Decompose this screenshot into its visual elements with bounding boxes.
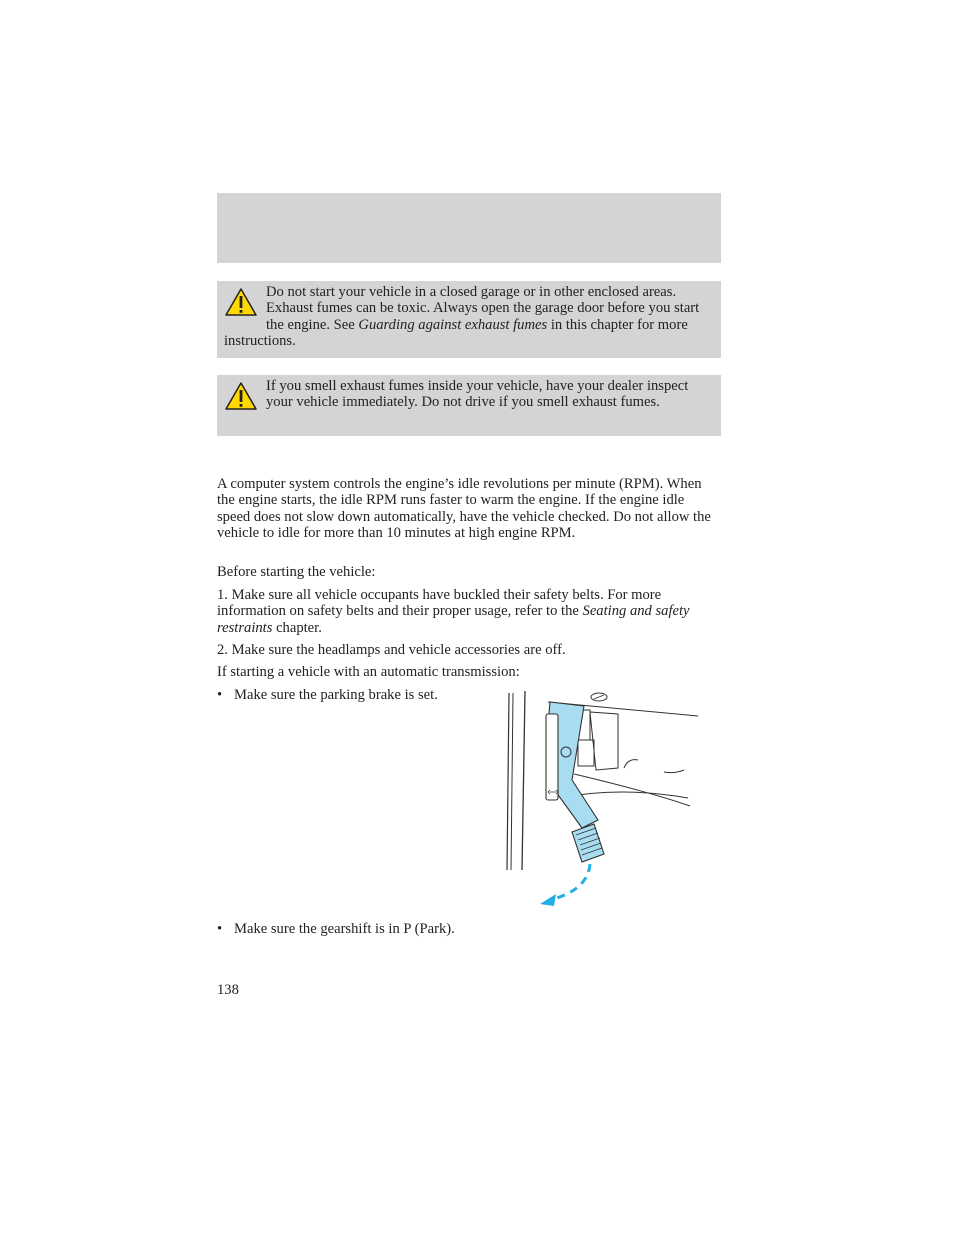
parking-brake-pedal-illustration: [500, 688, 710, 910]
bullet-text: Make sure the gearshift is in P (Park).: [234, 921, 455, 937]
idle-rpm-paragraph: A computer system controls the engine’s idle revolutions per minute (RPM). When the engine starts, the idle RPM runs faster to warm the engine. If the engine idle speed does not slow down automatically, have the vehicle checked. Do not allow the vehicle to idle for more than 10 minutes at high engine RPM.: [217, 476, 711, 542]
bullet-text: Make sure the parking brake is set.: [234, 687, 438, 703]
warning-box-exhaust: [217, 375, 721, 436]
warning-text: Do not start your vehicle in a closed garage or in other enclosed areas. Exhaust fumes can be toxic. Always open the garage door before you start the engine. See: [266, 284, 700, 333]
automatic-transmission-heading: If starting a vehicle with an automatic transmission:: [217, 664, 520, 680]
warning-reference: Guarding against exhaust fumes: [358, 316, 548, 333]
before-starting-heading: Before starting the vehicle:: [217, 564, 376, 580]
step-1-paragraph: 1. Make sure all vehicle occupants have buckled their safety belts. For more information on safety belts and their proper usage, refer to the Seating and safety restraints chapter.: [217, 587, 690, 636]
chapter-reference: Seating and safety restraints: [217, 603, 690, 636]
bullet-parking-brake: [217, 687, 457, 703]
bullet-mark: •: [217, 921, 223, 937]
section-header-band: [217, 193, 721, 263]
step-2-paragraph: 2. Make sure the headlamps and vehicle accessories are off.: [217, 642, 566, 658]
warning-text: If you smell exhaust fumes inside your vehicle, have your dealer inspect your vehicle immediately. Do not drive if you smell exhaust fumes.: [266, 378, 689, 411]
warning-text-end: in this chapter for more instructions.: [224, 316, 688, 350]
bullet-mark: •: [217, 687, 223, 703]
warning-box-garage: [217, 281, 721, 358]
page-number: 138: [217, 982, 239, 998]
warning-triangle-icon: [224, 381, 258, 411]
warning-triangle-icon: [224, 287, 258, 317]
bullet-gearshift: [217, 921, 717, 937]
